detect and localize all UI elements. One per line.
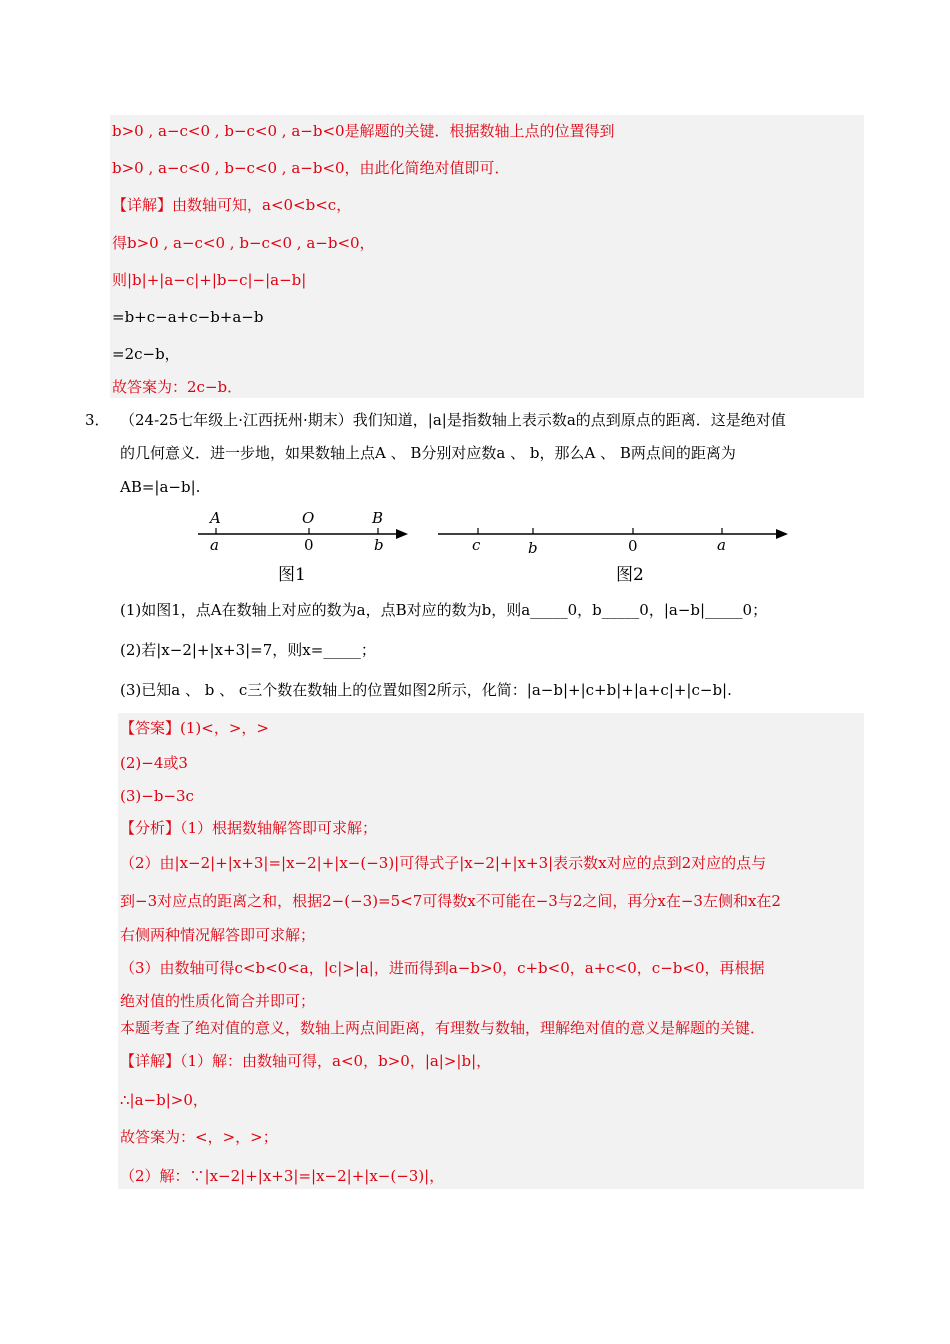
top-line-3: 【详解】由数轴可知，a<0<b<c，	[112, 196, 352, 214]
problem-intro-3: AB=|a−b|.	[120, 478, 201, 496]
answer-3: (3)−b−3c	[120, 787, 194, 805]
detail-1: 【详解】（1）解：由数轴可得，a<0，b>0，|a|>|b|，	[120, 1052, 492, 1070]
label-b: b	[528, 539, 538, 557]
figure-1-number-line	[190, 505, 420, 595]
question-3: (3)已知a 、 b 、 c三个数在数轴上的位置如图2所示，化简：|a−b|+|c+b|+|a+c|+|c−b|.	[120, 681, 732, 699]
analysis-2c: 右侧两种情况解答即可求解；	[120, 926, 316, 944]
answer-2: (2)−4或3	[120, 754, 188, 772]
summary: 本题考查了绝对值的意义，数轴上两点间距离，有理数与数轴，理解绝对值的意义是解题的关键．	[120, 1019, 766, 1037]
label-b: b	[374, 536, 384, 554]
problem-intro-2: 的几何意义．进一步地，如果数轴上点A 、 B分别对应数a 、 b，那么A 、 B两点间的距离为	[120, 444, 736, 462]
figure-2-caption: 图2	[616, 565, 644, 585]
label-zero: 0	[628, 537, 638, 555]
label-a: a	[717, 536, 726, 554]
solution-block	[118, 713, 864, 1189]
label-a: a	[210, 536, 219, 554]
figure-1-caption: 图1	[278, 565, 306, 585]
answer-label: 【答案】	[120, 719, 181, 737]
top-line-2	[112, 158, 510, 178]
top-line-8: 故答案为：2c−b．	[112, 378, 243, 396]
figure-2-number-line	[432, 505, 802, 595]
detail-4: （2）解：∵|x−2|+|x+3|=|x−2|+|x−(−3)|，	[120, 1167, 445, 1185]
top-line-7: =2c−b，	[112, 345, 180, 363]
problem-intro-1: （24-25七年级上·江西抚州·期末）我们知道，|a|是指数轴上表示数a的点到原点的距离．这是绝对值	[120, 411, 786, 429]
label-zero: 0	[304, 536, 314, 554]
text: b>0 , a−c<0 , b−c<0 , a−b<0是解题的关键．根据数轴上点的位置得到	[112, 122, 615, 140]
top-line-1	[112, 121, 615, 141]
answer-1-text: (1)<，>，>	[180, 719, 269, 737]
label-A: A	[210, 509, 221, 527]
analysis-1: 【分析】（1）根据数轴解答即可求解；	[120, 819, 378, 837]
detail-3: 故答案为：<，>，>；	[120, 1128, 278, 1146]
arrow-head	[396, 529, 408, 539]
label-B: B	[372, 509, 384, 527]
analysis-3b: 绝对值的性质化简合并即可；	[120, 992, 316, 1010]
label-O: O	[302, 509, 315, 527]
label-c: c	[472, 536, 481, 554]
arrow-head	[776, 529, 788, 539]
analysis-2a: （2）由|x−2|+|x+3|=|x−2|+|x−(−3)|可得式子|x−2|+|x+3|表示数x对应的点到2对应的点与	[120, 854, 767, 872]
analysis-3a: （3）由数轴可得c<b<0<a，|c|>|a|，进而得到a−b>0，c+b<0，a+c<0，c−b<0，再根据	[120, 959, 765, 977]
answer-1	[120, 718, 269, 738]
text: b>0 , a−c<0 , b−c<0 , a−b<0，由此化简绝对值即可．	[112, 159, 510, 177]
question-1: (1)如图1，点A在数轴上对应的数为a，点B对应的数为b，则a_____0，b_____0，|a−b|_____0；	[120, 601, 768, 619]
top-line-6: =b+c−a+c−b+a−b	[112, 308, 264, 326]
question-2: (2)若|x−2|+|x+3|=7，则x=_____；	[120, 641, 376, 659]
problem-number: 3．	[85, 411, 110, 429]
analysis-2b: 到−3对应点的距离之和，根据2−(−3)=5<7可得数x不可能在−3与2之间，再分x在−3左侧和x在2	[120, 892, 781, 910]
detail-2: ∴|a−b|>0，	[120, 1091, 208, 1109]
top-line-4: 得b>0 , a−c<0 , b−c<0 , a−b<0，	[112, 234, 375, 252]
top-line-5: 则|b|+|a−c|+|b−c|−|a−b|	[112, 271, 307, 289]
